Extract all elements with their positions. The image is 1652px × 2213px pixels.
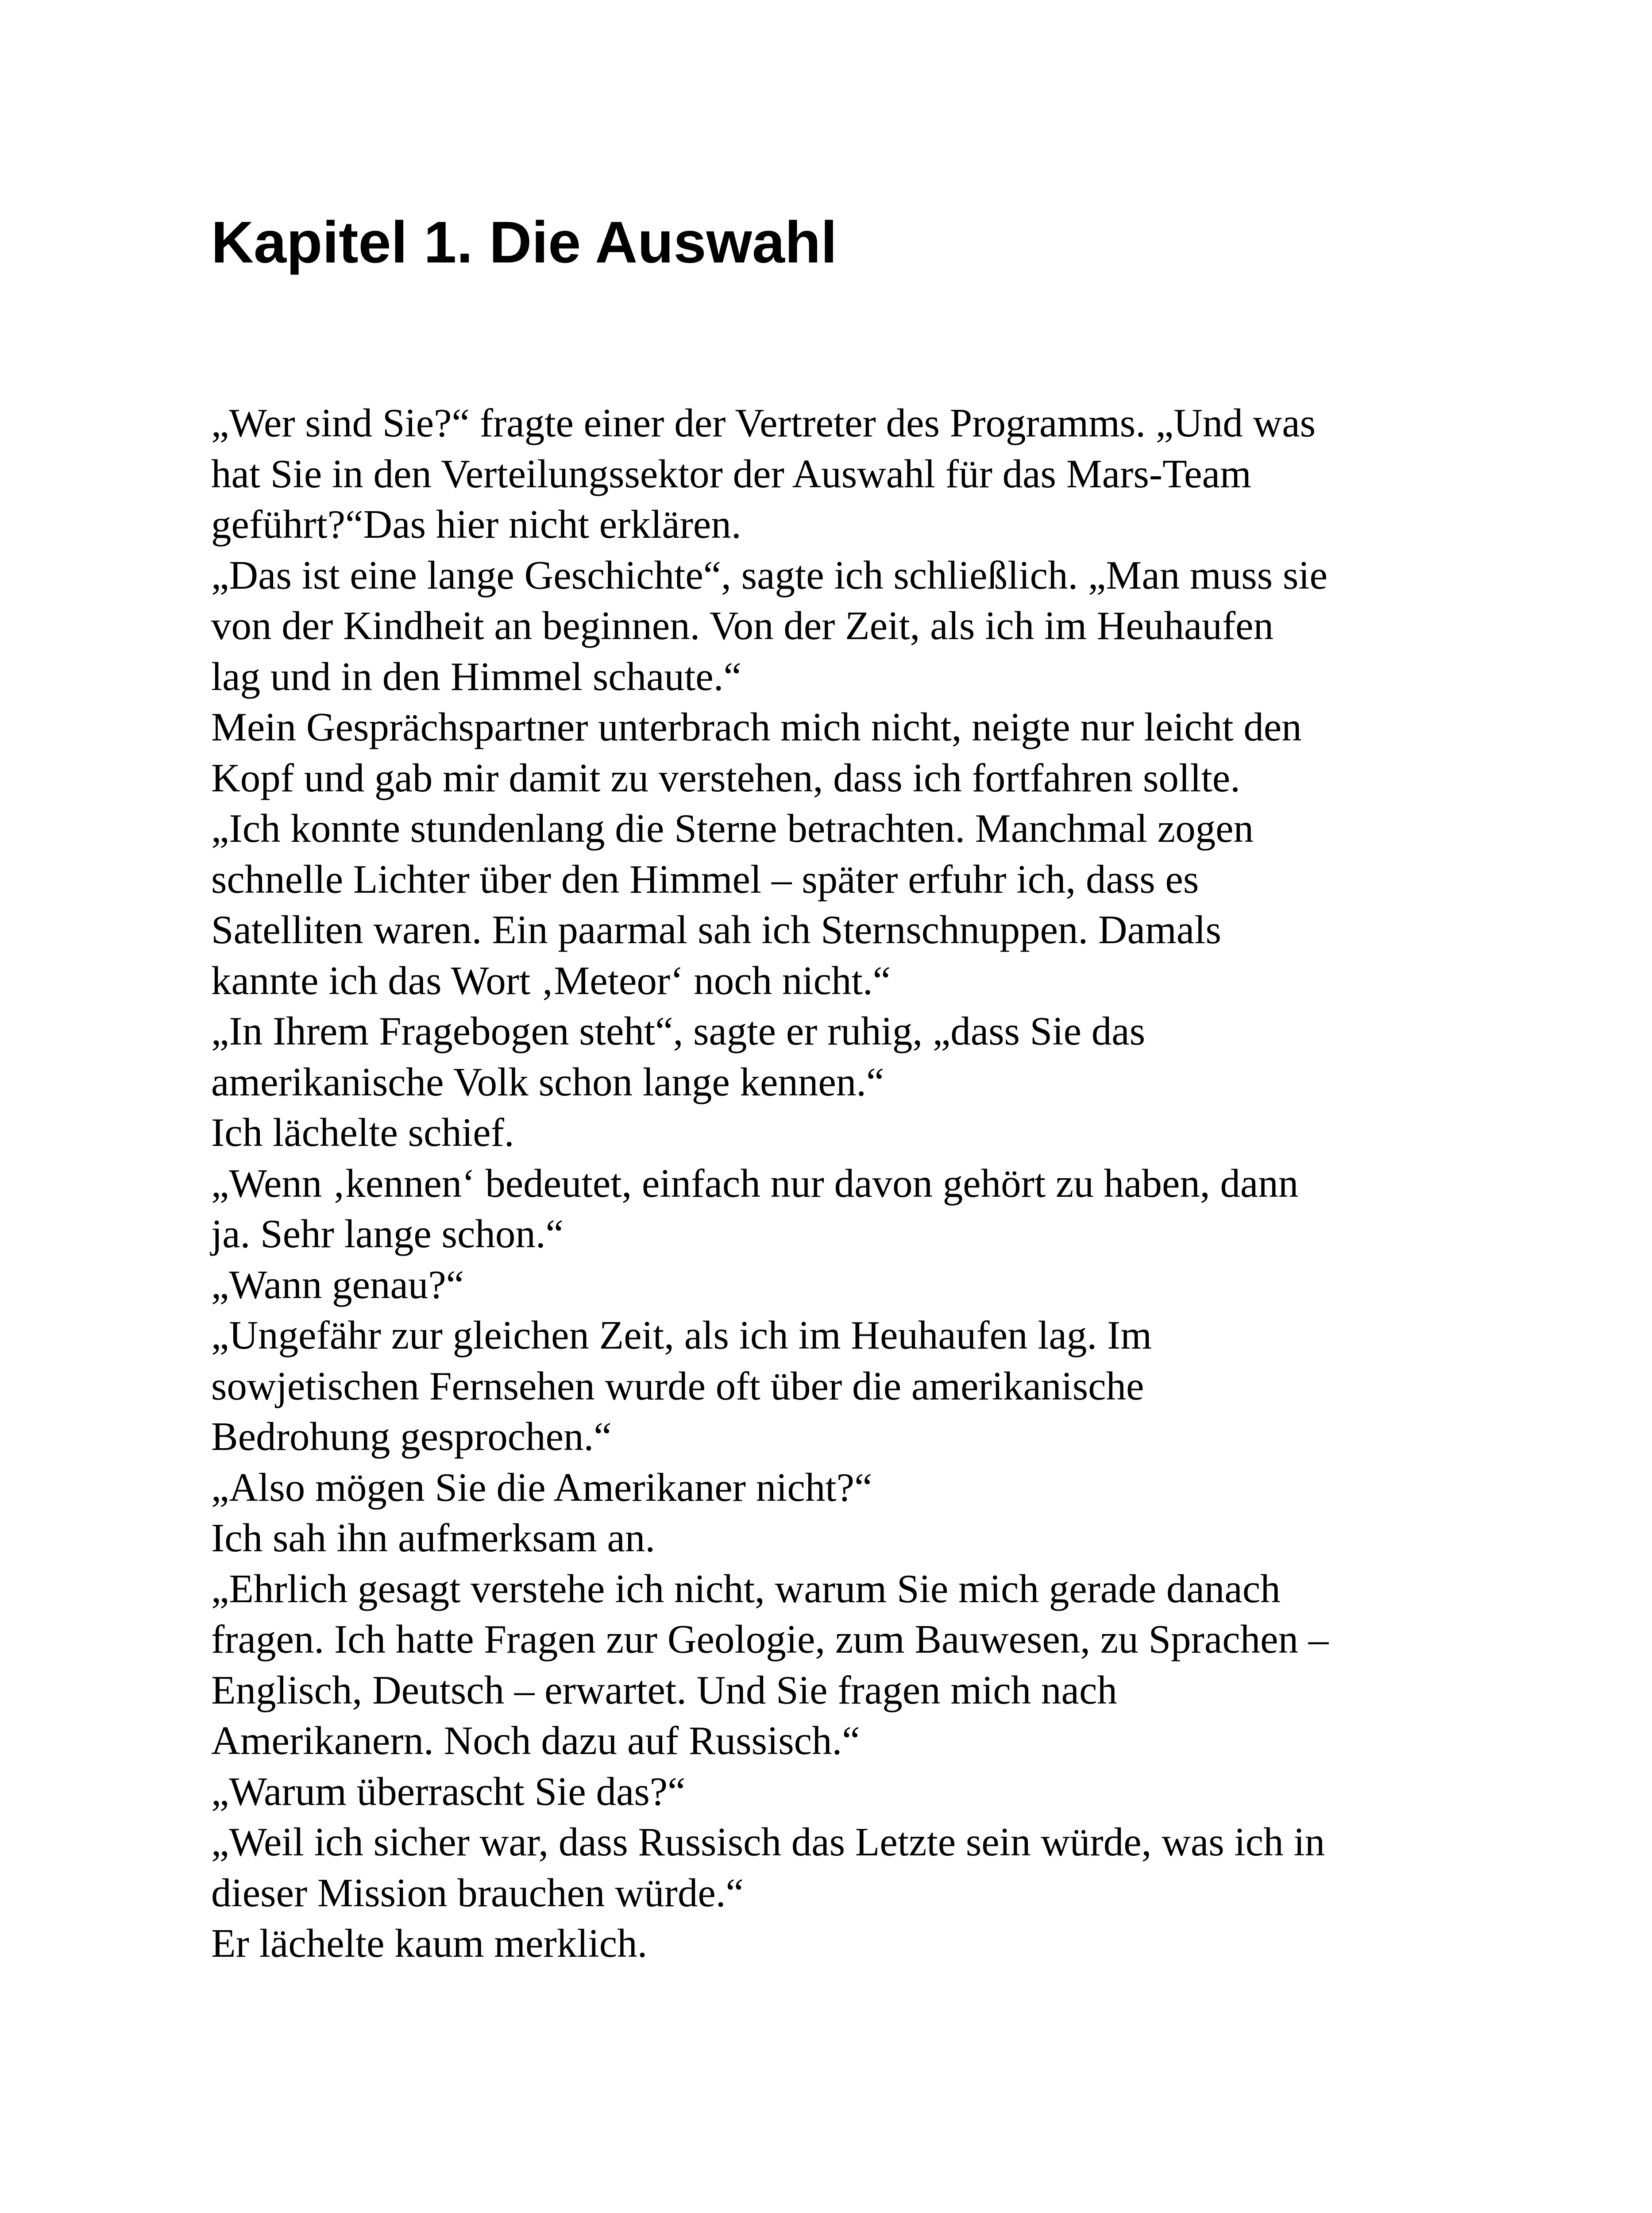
text-line: Englisch, Deutsch – erwartet. Und Sie fragen mich nach [211, 1667, 1117, 1712]
text-line: Ich lächelte schief. [211, 1110, 514, 1155]
text-line: Er lächelte kaum merklich. [211, 1921, 648, 1966]
text-line: lag und in den Himmel schaute.“ [211, 654, 741, 699]
text-line: „Weil ich sicher war, dass Russisch das Letzte sein würde, was ich in [211, 1820, 1325, 1864]
body-text [211, 398, 1495, 1969]
text-line: Ich sah ihn aufmerksam an. [211, 1515, 656, 1560]
text-line: sowjetischen Fernsehen wurde oft über die amerikanische [211, 1363, 1144, 1408]
text-line: „Das ist eine lange Geschichte“, sagte ich schließlich. „Man muss sie [211, 552, 1328, 598]
text-line: „Wenn ‚kennen‘ bedeutet, einfach nur davon gehört zu haben, dann [211, 1160, 1299, 1206]
text-line: amerikanische Volk schon lange kennen.“ [211, 1059, 884, 1104]
text-line: „Also mögen Sie die Amerikaner nicht?“ [211, 1465, 872, 1510]
text-line: Mein Gesprächspartner unterbrach mich nicht, neigte nur leicht den [211, 705, 1302, 749]
chapter-title: Kapitel 1. Die Auswahl [211, 210, 838, 275]
text-line: „In Ihrem Fragebogen steht“, sagte er ruhig, „dass Sie das [211, 1009, 1146, 1053]
text-line: dieser Mission brauchen würde.“ [211, 1870, 744, 1915]
text-line: Bedrohung gesprochen.“ [211, 1414, 612, 1459]
text-line: geführt?“Das hier nicht erklären. [211, 502, 741, 547]
text-line: von der Kindheit an beginnen. Von der Zeit, als ich im Heuhaufen [211, 603, 1274, 648]
text-line: „Ich konnte stundenlang die Sterne betrachten. Manchmal zogen [211, 806, 1254, 851]
text-line: fragen. Ich hatte Fragen zur Geologie, zum Bauwesen, zu Sprachen – [211, 1617, 1329, 1662]
text-line: schnelle Lichter über den Himmel – später erfuhr ich, dass es [211, 856, 1199, 902]
text-line: „Ungefähr zur gleichen Zeit, als ich im Heuhaufen lag. Im [211, 1313, 1152, 1357]
text-line: „Wann genau?“ [211, 1262, 464, 1307]
text-line: „Warum überrascht Sie das?“ [211, 1769, 686, 1814]
text-line: hat Sie in den Verteilungssektor der Auswahl für das Mars-Team [211, 451, 1251, 496]
text-line: Kopf und gab mir damit zu verstehen, dass ich fortfahren sollte. [211, 755, 1240, 800]
text-line: „Wer sind Sie?“ fragte einer der Vertreter des Programms. „Und was [211, 401, 1316, 445]
text-line: ja. Sehr lange schon.“ [211, 1211, 564, 1256]
text-line: Amerikanern. Noch dazu auf Russisch.“ [211, 1718, 860, 1763]
text-line: „Ehrlich gesagt verstehe ich nicht, warum Sie mich gerade danach [211, 1566, 1281, 1611]
text-line: kannte ich das Wort ‚Meteor‘ noch nicht.“ [211, 958, 891, 1003]
text-line: Satelliten waren. Ein paarmal sah ich Sternschnuppen. Damals [211, 907, 1221, 952]
